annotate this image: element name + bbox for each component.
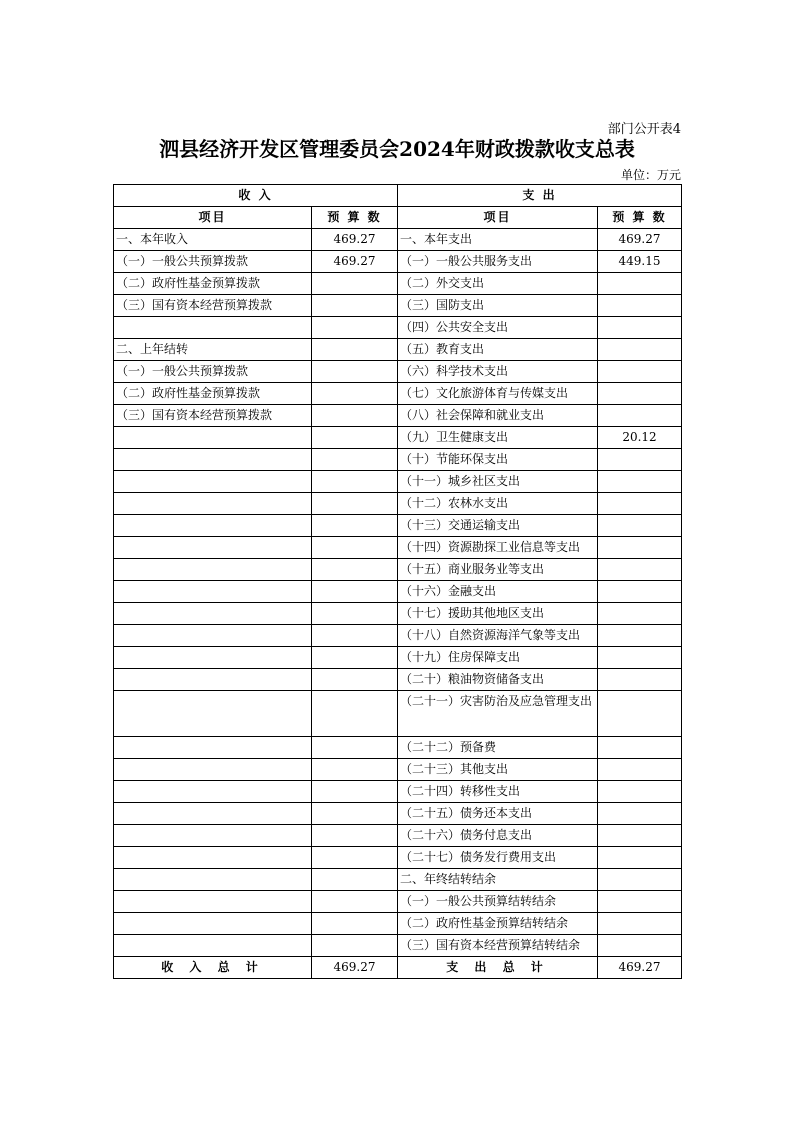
income-budget-cell <box>312 803 398 825</box>
income-budget-cell <box>312 493 398 515</box>
income-budget-cell <box>312 317 398 339</box>
expense-budget-cell <box>598 669 682 691</box>
expense-item-cell: （十）节能环保支出 <box>398 449 598 471</box>
income-item-cell <box>114 691 312 737</box>
income-item-cell: （三）国有资本经营预算拨款 <box>114 295 312 317</box>
income-item-cell <box>114 891 312 913</box>
income-budget-cell: 469.27 <box>312 229 398 251</box>
table-row <box>114 891 682 913</box>
income-item-cell: 一、本年收入 <box>114 229 312 251</box>
income-item-cell <box>114 537 312 559</box>
income-budget-cell <box>312 537 398 559</box>
income-budget-cell <box>312 825 398 847</box>
income-budget-cell <box>312 847 398 869</box>
income-budget-cell <box>312 273 398 295</box>
expense-item-cell: （十六）金融支出 <box>398 581 598 603</box>
income-budget-cell <box>312 581 398 603</box>
income-item-cell <box>114 847 312 869</box>
expense-item-cell: 二、年终结转结余 <box>398 869 598 891</box>
income-item-cell: （一）一般公共预算拨款 <box>114 361 312 383</box>
income-item-cell <box>114 759 312 781</box>
table-row <box>114 383 682 405</box>
expense-item-cell: （二）政府性基金预算结转结余 <box>398 913 598 935</box>
table-row <box>114 295 682 317</box>
expense-item-header: 项目 <box>398 207 598 229</box>
income-total-value: 469.27 <box>312 957 398 979</box>
income-budget-cell <box>312 603 398 625</box>
income-item-cell: 二、上年结转 <box>114 339 312 361</box>
income-item-cell: （三）国有资本经营预算拨款 <box>114 405 312 427</box>
income-item-cell <box>114 935 312 957</box>
income-item-cell <box>114 913 312 935</box>
expense-budget-cell <box>598 405 682 427</box>
income-item-cell <box>114 647 312 669</box>
table-row <box>114 449 682 471</box>
income-budget-cell <box>312 669 398 691</box>
expense-total-value: 469.27 <box>598 957 682 979</box>
expense-budget-cell: 449.15 <box>598 251 682 273</box>
expense-budget-cell <box>598 295 682 317</box>
expense-item-cell: （十二）农林水支出 <box>398 493 598 515</box>
expense-budget-cell <box>598 691 682 737</box>
expense-budget-cell <box>598 825 682 847</box>
income-budget-cell <box>312 891 398 913</box>
expense-item-cell: （二十七）债务发行费用支出 <box>398 847 598 869</box>
income-budget-cell <box>312 339 398 361</box>
table-row <box>114 405 682 427</box>
expense-item-cell: （十九）住房保障支出 <box>398 647 598 669</box>
table-row <box>114 251 682 273</box>
expense-budget-cell <box>598 913 682 935</box>
expense-item-cell: （二十四）转移性支出 <box>398 781 598 803</box>
expense-budget-cell <box>598 625 682 647</box>
income-budget-cell <box>312 427 398 449</box>
income-budget-cell <box>312 781 398 803</box>
expense-budget-cell <box>598 759 682 781</box>
form-number: 部门公开表4 <box>607 122 681 137</box>
expense-item-cell: （十八）自然资源海洋气象等支出 <box>398 625 598 647</box>
income-item-cell <box>114 781 312 803</box>
table-body <box>114 229 682 957</box>
table-row <box>114 847 682 869</box>
expense-budget-cell <box>598 935 682 957</box>
expense-item-cell: （二十六）债务付息支出 <box>398 825 598 847</box>
income-item-cell <box>114 427 312 449</box>
table-row <box>114 759 682 781</box>
expense-budget-cell <box>598 515 682 537</box>
income-item-cell <box>114 471 312 493</box>
income-item-cell <box>114 559 312 581</box>
income-budget-cell <box>312 869 398 891</box>
expense-item-cell: （十一）城乡社区支出 <box>398 471 598 493</box>
table-row <box>114 361 682 383</box>
income-budget-cell <box>312 361 398 383</box>
expense-item-cell: （八）社会保障和就业支出 <box>398 405 598 427</box>
income-item-cell <box>114 625 312 647</box>
income-item-cell <box>114 449 312 471</box>
table-group-header-row <box>114 185 682 207</box>
expense-budget-cell <box>598 869 682 891</box>
income-item-header: 项目 <box>114 207 312 229</box>
expense-budget-cell <box>598 493 682 515</box>
unit-label: 单位：万元 <box>620 168 681 182</box>
expense-budget-header: 预 算 数 <box>598 207 682 229</box>
page-title: 泗县经济开发区管理委员会2024年财政拨款收支总表 <box>159 137 635 161</box>
expense-item-cell: （四）公共安全支出 <box>398 317 598 339</box>
income-budget-cell <box>312 449 398 471</box>
income-item-cell <box>114 493 312 515</box>
table-row <box>114 581 682 603</box>
expense-budget-cell <box>598 803 682 825</box>
income-budget-cell <box>312 559 398 581</box>
expense-budget-cell <box>598 361 682 383</box>
expense-budget-cell: 20.12 <box>598 427 682 449</box>
expense-item-cell: （十三）交通运输支出 <box>398 515 598 537</box>
income-item-cell: （二）政府性基金预算拨款 <box>114 383 312 405</box>
income-budget-cell <box>312 625 398 647</box>
table-row <box>114 825 682 847</box>
expense-item-cell: （二十五）债务还本支出 <box>398 803 598 825</box>
income-budget-cell <box>312 515 398 537</box>
table-row <box>114 537 682 559</box>
expense-item-cell: 一、本年支出 <box>398 229 598 251</box>
expense-item-cell: （二十三）其他支出 <box>398 759 598 781</box>
income-item-cell <box>114 669 312 691</box>
income-item-cell: （一）一般公共预算拨款 <box>114 251 312 273</box>
income-item-cell <box>114 581 312 603</box>
expense-budget-cell <box>598 781 682 803</box>
income-budget-cell <box>312 935 398 957</box>
expense-budget-cell <box>598 603 682 625</box>
income-total-label: 收 入 总 计 <box>114 957 312 979</box>
expense-item-cell: （三）国防支出 <box>398 295 598 317</box>
expense-item-cell: （六）科学技术支出 <box>398 361 598 383</box>
table-row <box>114 737 682 759</box>
expense-budget-cell <box>598 559 682 581</box>
income-item-cell <box>114 603 312 625</box>
expense-item-cell: （一）一般公共服务支出 <box>398 251 598 273</box>
expense-total-label: 支 出 总 计 <box>398 957 598 979</box>
table-row <box>114 515 682 537</box>
expense-item-cell: （一）一般公共预算结转结余 <box>398 891 598 913</box>
income-item-cell <box>114 515 312 537</box>
expense-budget-cell <box>598 537 682 559</box>
income-budget-cell <box>312 759 398 781</box>
expense-budget-cell <box>598 581 682 603</box>
income-budget-header: 预 算 数 <box>312 207 398 229</box>
table-row <box>114 869 682 891</box>
expense-budget-cell: 469.27 <box>598 229 682 251</box>
table-row <box>114 471 682 493</box>
table-row <box>114 781 682 803</box>
expense-budget-cell <box>598 891 682 913</box>
income-budget-cell <box>312 691 398 737</box>
expense-budget-cell <box>598 449 682 471</box>
table-row <box>114 625 682 647</box>
table-row <box>114 691 682 737</box>
expense-item-cell: （十五）商业服务业等支出 <box>398 559 598 581</box>
income-budget-cell <box>312 383 398 405</box>
table-row <box>114 603 682 625</box>
expense-item-cell: （九）卫生健康支出 <box>398 427 598 449</box>
expense-item-cell: （三）国有资本经营预算结转结余 <box>398 935 598 957</box>
income-item-cell <box>114 869 312 891</box>
table-row <box>114 339 682 361</box>
income-item-cell <box>114 737 312 759</box>
budget-summary-table <box>113 184 682 979</box>
income-item-cell <box>114 825 312 847</box>
expense-item-cell: （十四）资源勘探工业信息等支出 <box>398 537 598 559</box>
table-row <box>114 317 682 339</box>
table-column-header-row <box>114 207 682 229</box>
expense-item-cell: （五）教育支出 <box>398 339 598 361</box>
expense-group-header: 支 出 <box>398 185 682 207</box>
income-budget-cell <box>312 647 398 669</box>
expense-budget-cell <box>598 847 682 869</box>
table-row <box>114 273 682 295</box>
table-row <box>114 559 682 581</box>
expense-budget-cell <box>598 647 682 669</box>
income-budget-cell <box>312 737 398 759</box>
expense-budget-cell <box>598 339 682 361</box>
table-row <box>114 229 682 251</box>
expense-item-cell: （二十二）预备费 <box>398 737 598 759</box>
expense-budget-cell <box>598 471 682 493</box>
expense-budget-cell <box>598 383 682 405</box>
expense-budget-cell <box>598 273 682 295</box>
table-total-row <box>114 957 682 979</box>
income-budget-cell <box>312 471 398 493</box>
income-item-cell <box>114 803 312 825</box>
income-item-cell: （二）政府性基金预算拨款 <box>114 273 312 295</box>
expense-item-cell: （十七）援助其他地区支出 <box>398 603 598 625</box>
table-row <box>114 913 682 935</box>
expense-item-cell: （二十）粮油物资储备支出 <box>398 669 598 691</box>
table-row <box>114 803 682 825</box>
table-row <box>114 647 682 669</box>
expense-budget-cell <box>598 737 682 759</box>
table-row <box>114 669 682 691</box>
table-row <box>114 427 682 449</box>
income-item-cell <box>114 317 312 339</box>
expense-item-cell: （七）文化旅游体育与传媒支出 <box>398 383 598 405</box>
income-budget-cell <box>312 405 398 427</box>
income-budget-cell <box>312 913 398 935</box>
expense-budget-cell <box>598 317 682 339</box>
income-budget-cell <box>312 295 398 317</box>
table-row <box>114 935 682 957</box>
expense-item-cell: （二十一）灾害防治及应急管理支出 <box>398 691 598 737</box>
income-budget-cell: 469.27 <box>312 251 398 273</box>
income-group-header: 收 入 <box>114 185 398 207</box>
expense-item-cell: （二）外交支出 <box>398 273 598 295</box>
table-row <box>114 493 682 515</box>
